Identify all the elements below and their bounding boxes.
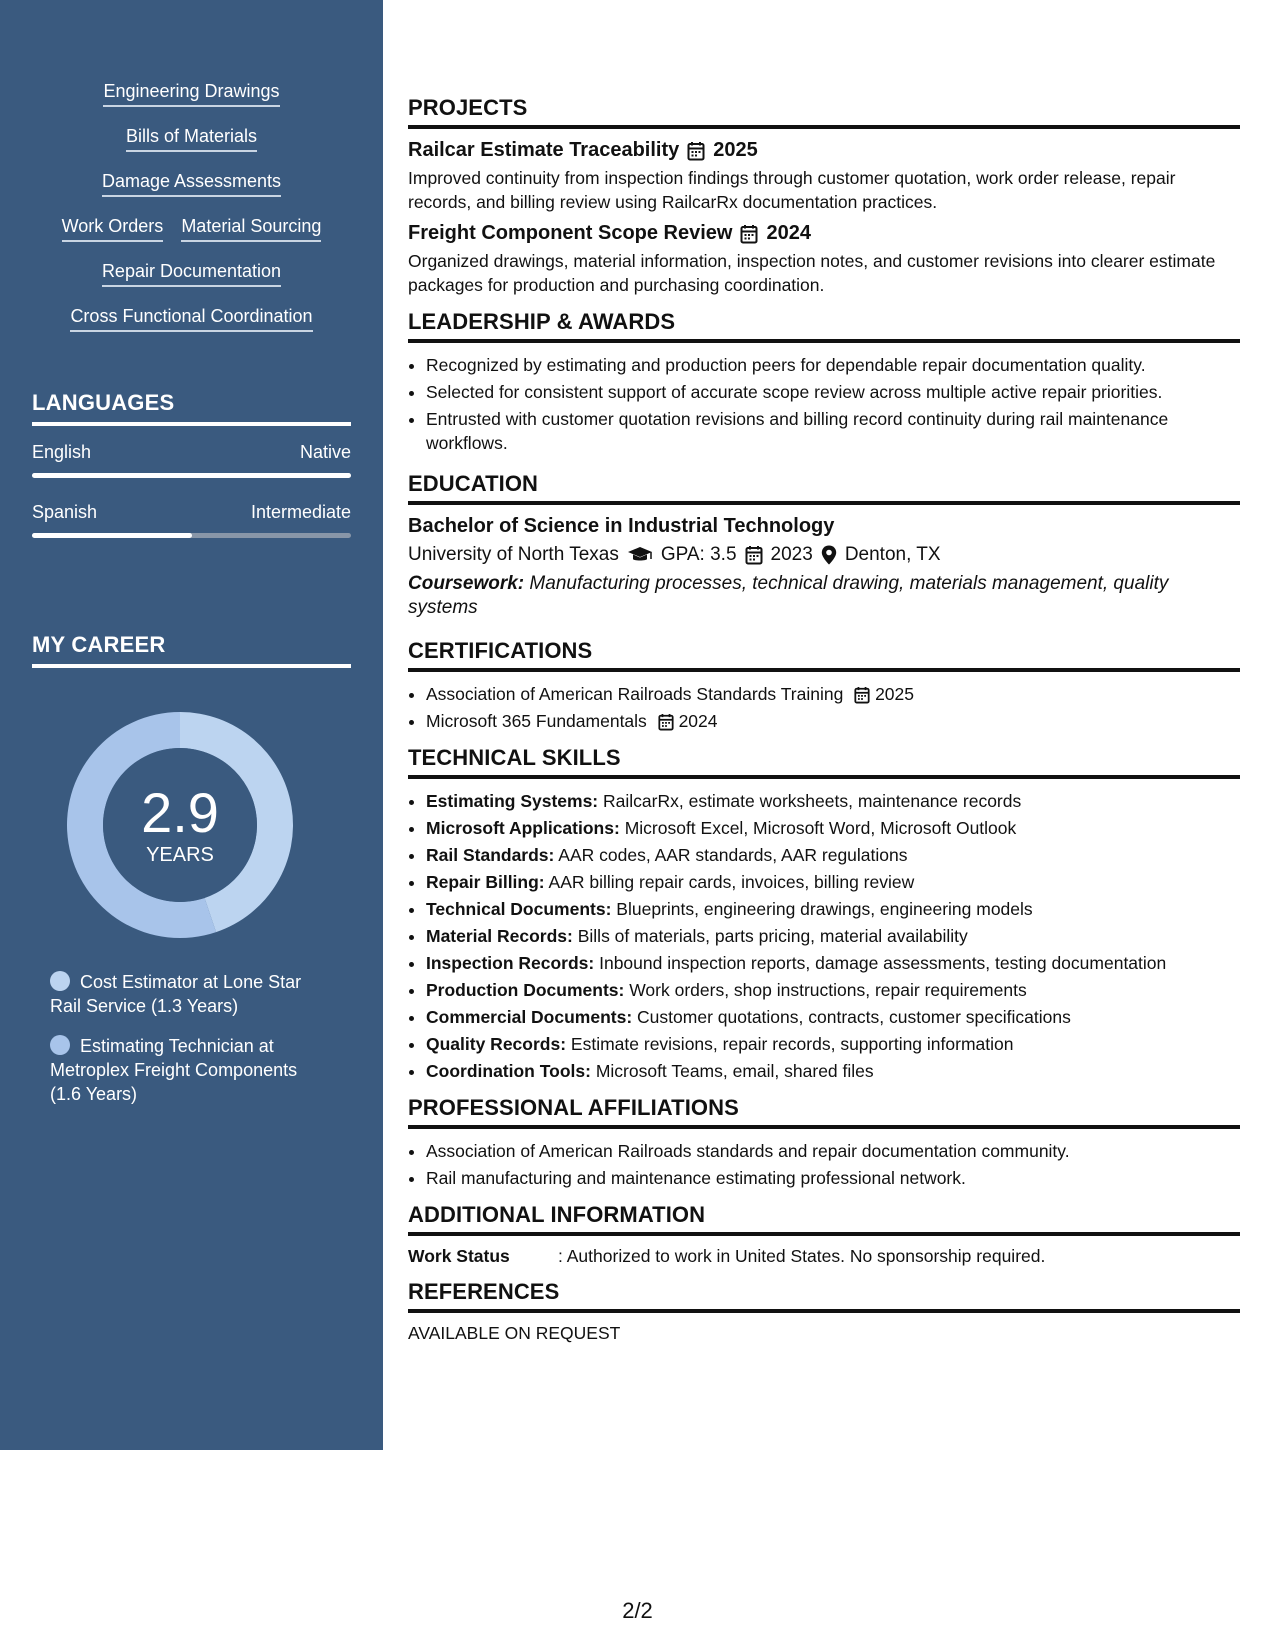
- coursework-label: Coursework:: [408, 573, 525, 594]
- references-text: AVAILABLE ON REQUEST: [408, 1323, 621, 1343]
- calendar-icon: [740, 224, 758, 244]
- skill-value: Microsoft Teams, email, shared files: [595, 1061, 874, 1081]
- list-item: [426, 978, 1240, 1002]
- career-legend: [50, 970, 330, 1122]
- skill-tag: Damage Assessments: [102, 170, 281, 197]
- list-item: • Entrusted with customer quotation revisions and billing record continuity during rail maintenance workflows.: [426, 407, 1240, 455]
- legend-dot: [50, 1035, 70, 1055]
- career-legend-item: [50, 970, 330, 1018]
- list-item: [426, 1032, 1240, 1056]
- affiliations-title: PROFESSIONAL AFFILIATIONS: [408, 1095, 1240, 1129]
- skill-row: [0, 305, 383, 332]
- project-item: [408, 139, 1240, 214]
- main-content: [408, 95, 1240, 1344]
- education-coursework: [408, 572, 1240, 620]
- skill-row: [0, 260, 383, 287]
- cert-year: 2025: [875, 684, 914, 704]
- skill-tag: Material Sourcing: [181, 215, 321, 242]
- education-title: EDUCATION: [408, 471, 1240, 505]
- language-item: [32, 442, 351, 478]
- cert-year: 2024: [678, 711, 718, 731]
- skill-tag: Work Orders: [62, 215, 164, 242]
- list-item: • Rail manufacturing and maintenance estimating professional network.: [426, 1166, 1240, 1190]
- language-item: [32, 502, 351, 538]
- language-bar: [32, 533, 351, 538]
- leadership-list: [408, 353, 1240, 455]
- coursework-text: Manufacturing processes, technical drawing, materials management, quality systems: [408, 573, 1169, 618]
- skill-row: [0, 125, 383, 152]
- skill-value: Customer quotations, contracts, customer specifications: [637, 1007, 1071, 1027]
- skill-label: Microsoft Applications:: [426, 818, 620, 838]
- education-school: University of North Texas: [408, 544, 619, 565]
- technical-skills-list: [408, 789, 1240, 1083]
- skill-tag: Bills of Materials: [126, 125, 257, 152]
- languages-title: LANGUAGES: [32, 390, 351, 426]
- list-item: • Selected for consistent support of accurate scope review across multiple active repair priorities.: [426, 380, 1240, 404]
- skill-value: Estimate revisions, repair records, supporting information: [570, 1034, 1014, 1054]
- list-item: • Association of American Railroads standards and repair documentation community.: [426, 1139, 1240, 1163]
- work-status-row: [408, 1246, 1240, 1267]
- skill-label: Inspection Records:: [426, 953, 595, 973]
- skill-tag: Repair Documentation: [102, 260, 281, 287]
- skill-label: Production Documents:: [426, 980, 625, 1000]
- skill-label: Technical Documents:: [426, 899, 612, 919]
- skill-row: [0, 170, 383, 197]
- list-item: [426, 924, 1240, 948]
- language-level: Native: [299, 442, 351, 462]
- list-item: [426, 843, 1240, 867]
- education-degree: Bachelor of Science in Industrial Technology: [408, 515, 835, 537]
- cert-name: Association of American Railroads Standards Training: [426, 684, 844, 704]
- project-year: 2024: [766, 222, 811, 244]
- affiliations-list: [408, 1139, 1240, 1190]
- list-item: [426, 1005, 1240, 1029]
- list-item: [426, 682, 1240, 706]
- project-item: [408, 222, 1240, 297]
- skill-value: Bills of materials, parts pricing, material availability: [577, 926, 968, 946]
- list-item: • Recognized by estimating and production peers for dependable repair documentation quality.: [426, 353, 1240, 377]
- calendar-icon: [658, 713, 674, 731]
- career-role: Cost Estimator at Lone Star Rail Service (1.3 Years): [50, 972, 302, 1016]
- skill-label: Material Records:: [426, 926, 573, 946]
- skill-value: Blueprints, engineering drawings, engineering models: [616, 899, 1033, 919]
- skill-value: RailcarRx, estimate worksheets, maintenance records: [603, 791, 1022, 811]
- skill-label: Repair Billing:: [426, 872, 545, 892]
- education-meta: [408, 544, 1240, 566]
- work-status-label: Work Status: [408, 1246, 510, 1266]
- page-number: 2/2: [622, 1598, 653, 1623]
- calendar-icon: [687, 141, 705, 161]
- career-donut: [65, 710, 295, 940]
- skill-label: Commercial Documents:: [426, 1007, 633, 1027]
- project-description: Improved continuity from inspection findings through customer quotation, work order release, repair records, and billing review using RailcarRx documentation practices.: [408, 168, 1176, 212]
- location-pin-icon: [821, 545, 837, 565]
- skill-label: Quality Records:: [426, 1034, 567, 1054]
- project-description: Organized drawings, material information, inspection notes, and customer revisions into clearer estimate packages for production and purchasing coordination.: [408, 251, 1216, 295]
- language-bar: [32, 473, 351, 478]
- project-name: Freight Component Scope Review: [408, 222, 733, 244]
- list-item: [426, 789, 1240, 813]
- language-bar-fill: [32, 533, 192, 538]
- skill-value: Microsoft Excel, Microsoft Word, Microsoft Outlook: [624, 818, 1017, 838]
- sidebar: [0, 0, 383, 1450]
- calendar-icon: [854, 686, 870, 704]
- skill-value: Work orders, shop instructions, repair requirements: [629, 980, 1027, 1000]
- education-location: Denton, TX: [844, 544, 941, 565]
- skill-tag: Cross Functional Coordination: [70, 305, 312, 332]
- language-bar-fill: [32, 473, 351, 478]
- references-title: REFERENCES: [408, 1279, 1240, 1313]
- list-item: [426, 897, 1240, 921]
- projects-title: PROJECTS: [408, 95, 1240, 129]
- skill-label: Rail Standards:: [426, 845, 555, 865]
- career-total: 2.9: [141, 780, 219, 844]
- list-item: [426, 1059, 1240, 1083]
- career-unit: YEARS: [146, 843, 214, 866]
- skill-value: AAR billing repair cards, invoices, billing review: [548, 872, 915, 892]
- technical-skills-title: TECHNICAL SKILLS: [408, 745, 1240, 779]
- skill-label: Estimating Systems:: [426, 791, 599, 811]
- calendar-icon: [745, 545, 763, 565]
- career-legend-item: [50, 1034, 330, 1106]
- list-item: [426, 816, 1240, 840]
- career-role: Estimating Technician at Metroplex Freight Components (1.6 Years): [50, 1036, 298, 1104]
- project-year: 2025: [713, 139, 758, 161]
- languages-section: [32, 390, 351, 538]
- skill-row: [0, 80, 383, 107]
- list-item: [426, 951, 1240, 975]
- cert-name: Microsoft 365 Fundamentals: [426, 711, 647, 731]
- education-gpa: GPA: 3.5: [660, 544, 737, 565]
- project-name: Railcar Estimate Traceability: [408, 139, 680, 161]
- leadership-title: LEADERSHIP & AWARDS: [408, 309, 1240, 343]
- education-year: 2023: [770, 544, 813, 565]
- skill-label: Coordination Tools:: [426, 1061, 591, 1081]
- skill-row: [0, 215, 383, 242]
- skill-value: AAR codes, AAR standards, AAR regulations: [558, 845, 908, 865]
- graduation-cap-icon: [627, 546, 653, 564]
- certifications-list: [408, 682, 1240, 733]
- additional-info-title: ADDITIONAL INFORMATION: [408, 1202, 1240, 1236]
- work-status-value: : Authorized to work in United States. No sponsorship required.: [558, 1246, 1046, 1266]
- language-name: English: [32, 442, 92, 462]
- skill-tag: Engineering Drawings: [103, 80, 279, 107]
- career-section: [32, 632, 351, 668]
- legend-dot: [50, 971, 70, 991]
- list-item: [426, 709, 1240, 733]
- certifications-title: CERTIFICATIONS: [408, 638, 1240, 672]
- skill-value: Inbound inspection reports, damage assessments, testing documentation: [599, 953, 1167, 973]
- career-title: MY CAREER: [32, 632, 351, 668]
- skills-tags: [0, 80, 383, 350]
- list-item: [426, 870, 1240, 894]
- language-level: Intermediate: [250, 502, 351, 522]
- language-name: Spanish: [32, 502, 98, 522]
